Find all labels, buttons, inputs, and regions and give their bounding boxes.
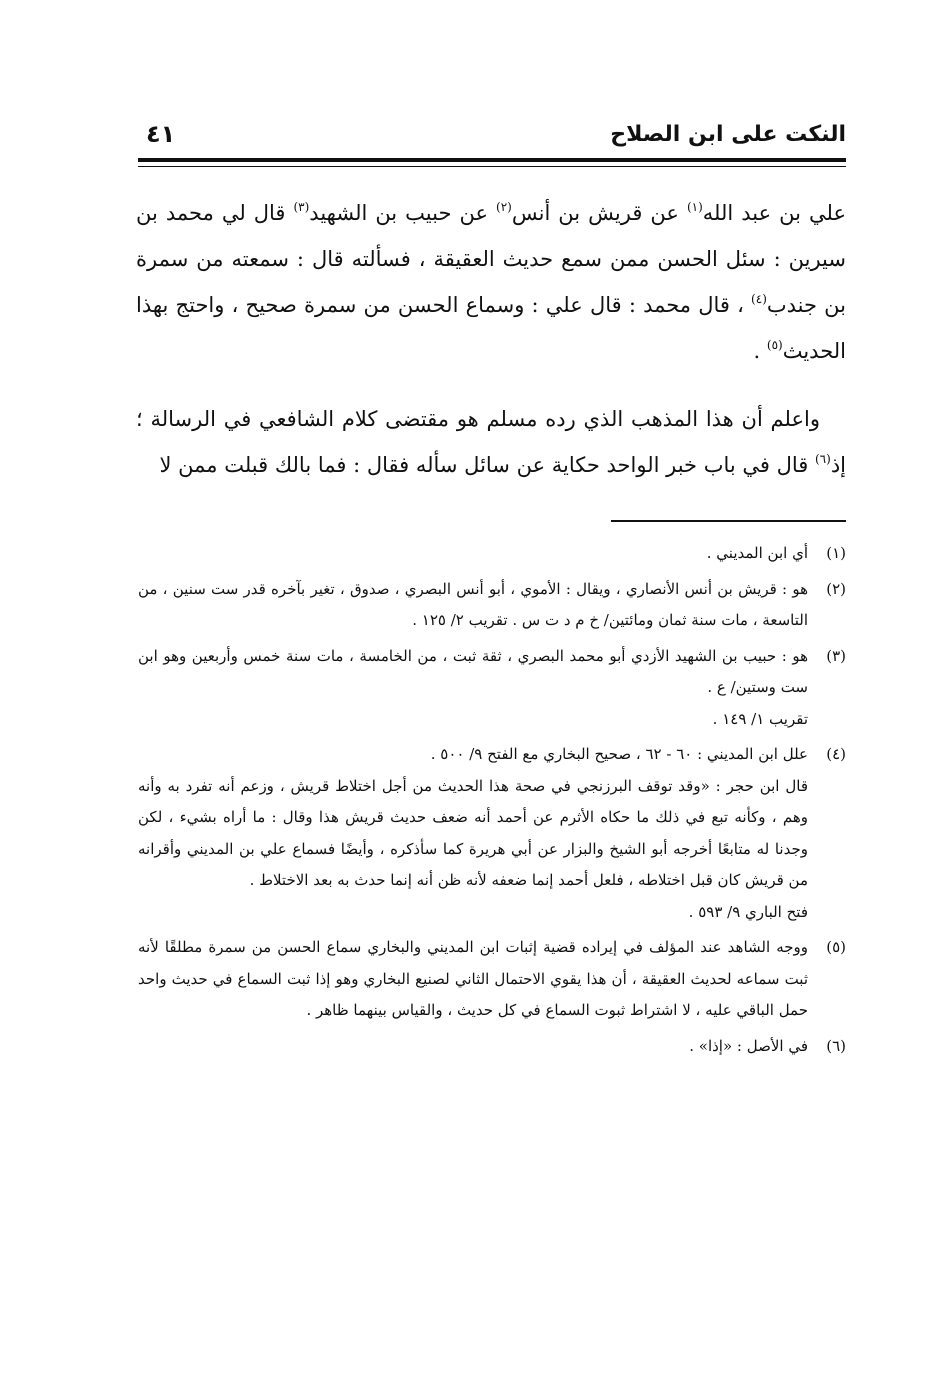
footnote-number: (٦) (826, 1036, 846, 1055)
footnote-ref-1: (١) (686, 200, 703, 214)
footnote-6 (138, 1031, 846, 1063)
text-run: . (753, 339, 767, 363)
footnote-line: فتح الباري ٩/ ٥٩٣ . (688, 902, 808, 921)
footnote-line: هو : قريش بن أنس الأنصاري ، ويقال : الأموي ، أبو أنس البصري ، صدوق ، تغير بآخره قدر ست سنين ، من التاسعة ، مات سنة ثمان ومائتين/ خ م د ت س . تقريب ٢/ ١٢٥ . (138, 579, 808, 629)
footnote-number: (٢) (826, 579, 846, 598)
footnote-1 (138, 538, 846, 570)
footnote-4 (138, 739, 846, 928)
footnote-3 (138, 641, 846, 736)
footnote-body (138, 574, 808, 637)
main-text (136, 190, 846, 488)
footnote-5 (138, 932, 846, 1027)
paragraph-2 (136, 396, 846, 488)
text-run: قال لي محمد بن سيرين : سئل الحسن ممن سمع حديث العقيقة ، فسألته قال : سمعته من سمرة بن جندب (136, 201, 846, 317)
footnote-line: قال ابن حجر : «وقد توقف البرزنجي في صحة هذا الحديث من أجل اختلاط قريش ، وزعم أنه تفرد به وأنه وهم ، وكأنه تبع في ذلك ما حكاه الأثرم عن أحمد أنه ضعف حديث قريش هذا وقال : ما أراه بشيء ، لكن وجدنا له متابعًا أخرجه أبو الشيخ والبزار عن أبي هريرة كما سأذكره ، وأيضًا فسماع علي بن المديني وأقرانه من قريش كان قبل اختلاطه ، فلعل أحمد إنما ضعفه لأنه ظن أنه إنما حدث به بعد الاختلاط . (138, 776, 808, 889)
footnote-ref-6: (٦) (814, 452, 831, 466)
footnote-body (138, 1031, 808, 1063)
footnote-number: (٥) (826, 938, 846, 956)
text-run: ، قال محمد : قال علي : وسماع الحسن من سمرة صحيح ، واحتج بهذا الحديث (136, 293, 846, 363)
footnote-2 (138, 574, 846, 637)
footnote-separator (611, 520, 846, 522)
text-run: عن قريش بن أنس (511, 201, 687, 225)
footnote-body (138, 932, 808, 1027)
footnote-number: (١) (826, 544, 846, 562)
footnote-line: علل ابن المديني : ٦٠ - ٦٢ ، صحيح البخاري مع الفتح ٩/ ٥٠٠ . (430, 745, 808, 763)
footnote-number: (٣) (826, 646, 846, 665)
footnote-line: هو : حبيب بن الشهيد الأزدي أبو محمد البصري ، ثقة ثبت ، من الخامسة ، مات سنة خمس وأربعين وهو ابن ست وستين/ ع . (138, 646, 808, 696)
running-header (138, 118, 846, 158)
text-run: قال في باب خبر الواحد حكاية عن سائل سأله فقال : فما بالك قبلت ممن لا (159, 453, 815, 477)
footnote-body (138, 538, 808, 570)
footnote-body (138, 739, 808, 928)
footnote-line: تقريب ١/ ١٤٩ . (712, 709, 808, 728)
footnote-ref-4: (٤) (751, 292, 767, 306)
header-rule-thin (138, 166, 846, 167)
paragraph-1 (136, 190, 846, 374)
text-run: واعلم أن هذا المذهب الذي رده مسلم هو مقتضى كلام الشافعي في الرسالة ؛ إذ (136, 407, 846, 477)
footnote-line: في الأصل : «إذا» . (689, 1036, 808, 1055)
footnote-line: ووجه الشاهد عند المؤلف في إيراده قضية إثبات ابن المديني والبخاري سماع الحسن من سمرة مطلقًا لأنه ثبت سماعه لحديث العقيقة ، أن هذا يقوي الاحتمال الثاني لصنيع البخاري وهو إذا ثبت السماع في حديث واحد حمل الباقي عليه ، لا اشتراط ثبوت السماع في كل حديث ، والقياس بينهما ظاهر . (138, 938, 808, 1019)
footnote-line: أي ابن المديني . (706, 544, 808, 562)
running-title: النكت على ابن الصلاح (610, 122, 846, 147)
page-number: ٤١ (146, 120, 176, 148)
text-run: علي بن عبد الله (702, 201, 846, 225)
footnote-ref-5: (٥) (766, 338, 783, 352)
text-run: عن حبيب بن الشهيد (309, 201, 496, 225)
footnote-body (138, 641, 808, 736)
footnotes (138, 538, 846, 1066)
footnote-ref-2: (٢) (496, 200, 512, 214)
header-rule-thick (138, 158, 846, 162)
footnote-number: (٤) (826, 745, 846, 763)
footnote-ref-3: (٣) (293, 200, 310, 214)
